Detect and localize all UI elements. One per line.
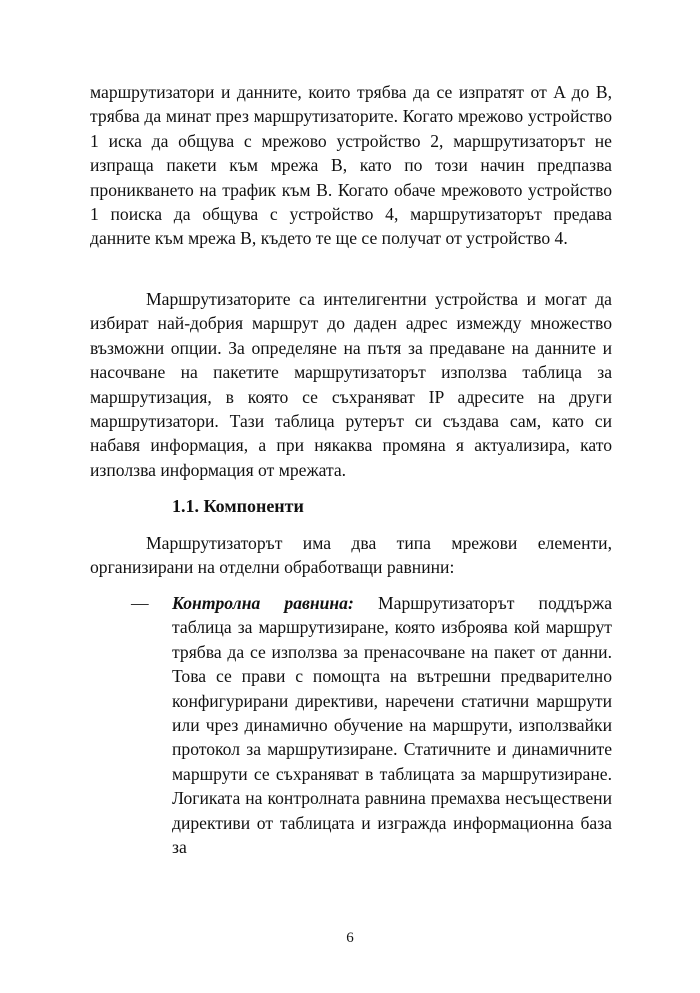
paragraph-routing-example: маршрутизатори и данните, които трябва да се изпратят от A до B, трябва да минат през маршрутизаторите. Когато мрежово устройство 1 иска да общува с мрежово устройство 2, маршрутизаторът не изпраща пакети към мрежа B, като по този начин предпазва проникването на трафик към B. Когато обаче мрежовото устройство 1 поиска да общува с устройство 4, маршрутизаторът предава данните към мрежа B, където те ще се получат от устройство 4. [90,82,612,249]
paragraph-router-planes: Маршрутизаторът има два типа мрежови елементи, организирани на отделни обработващи равнини: [90,533,612,578]
bullet-item-control-plane [131,591,612,859]
section-heading-components: 1.1. Компоненти [172,496,304,516]
bullet-term: Контролна равнина: [172,593,354,613]
paragraph-routers-intelligent: Маршрутизаторите са интелигентни устройства и могат да избират най-добрия маршрут до даден адрес измежду множество възможни опции. За определяне на пътя за предаване на данните и насочване на пакетите маршрутизаторът използва таблица за маршрутизация, в която се съхраняват IP адресите на други маршрутизатори. Тази таблица рутерът си създава сам, като си набавя информация, а при някаква промяна я актуализира, като използва информация от мрежата. [90,289,612,480]
bullet-description: Маршрутизаторът поддържа таблица за маршрутизиране, която изброява кой маршрут трябва да се използва за пренасочване на пакет от данни. Това се прави с помощта на вътрешни предварително конфигурирани директиви, наречени статични маршрути или чрез динамично обучение на маршрути, използвайки протокол за маршрутизиране. Статичните и динамичните маршрути се съхраняват в таблицата за маршрутизиране. Логиката на контролната равнина премахва несъществени директиви от таблицата и изгражда информационна база за [172,593,613,858]
bullet-text [172,591,612,859]
page-number: 6 [346,930,354,946]
bullet-dash: — [131,593,149,613]
